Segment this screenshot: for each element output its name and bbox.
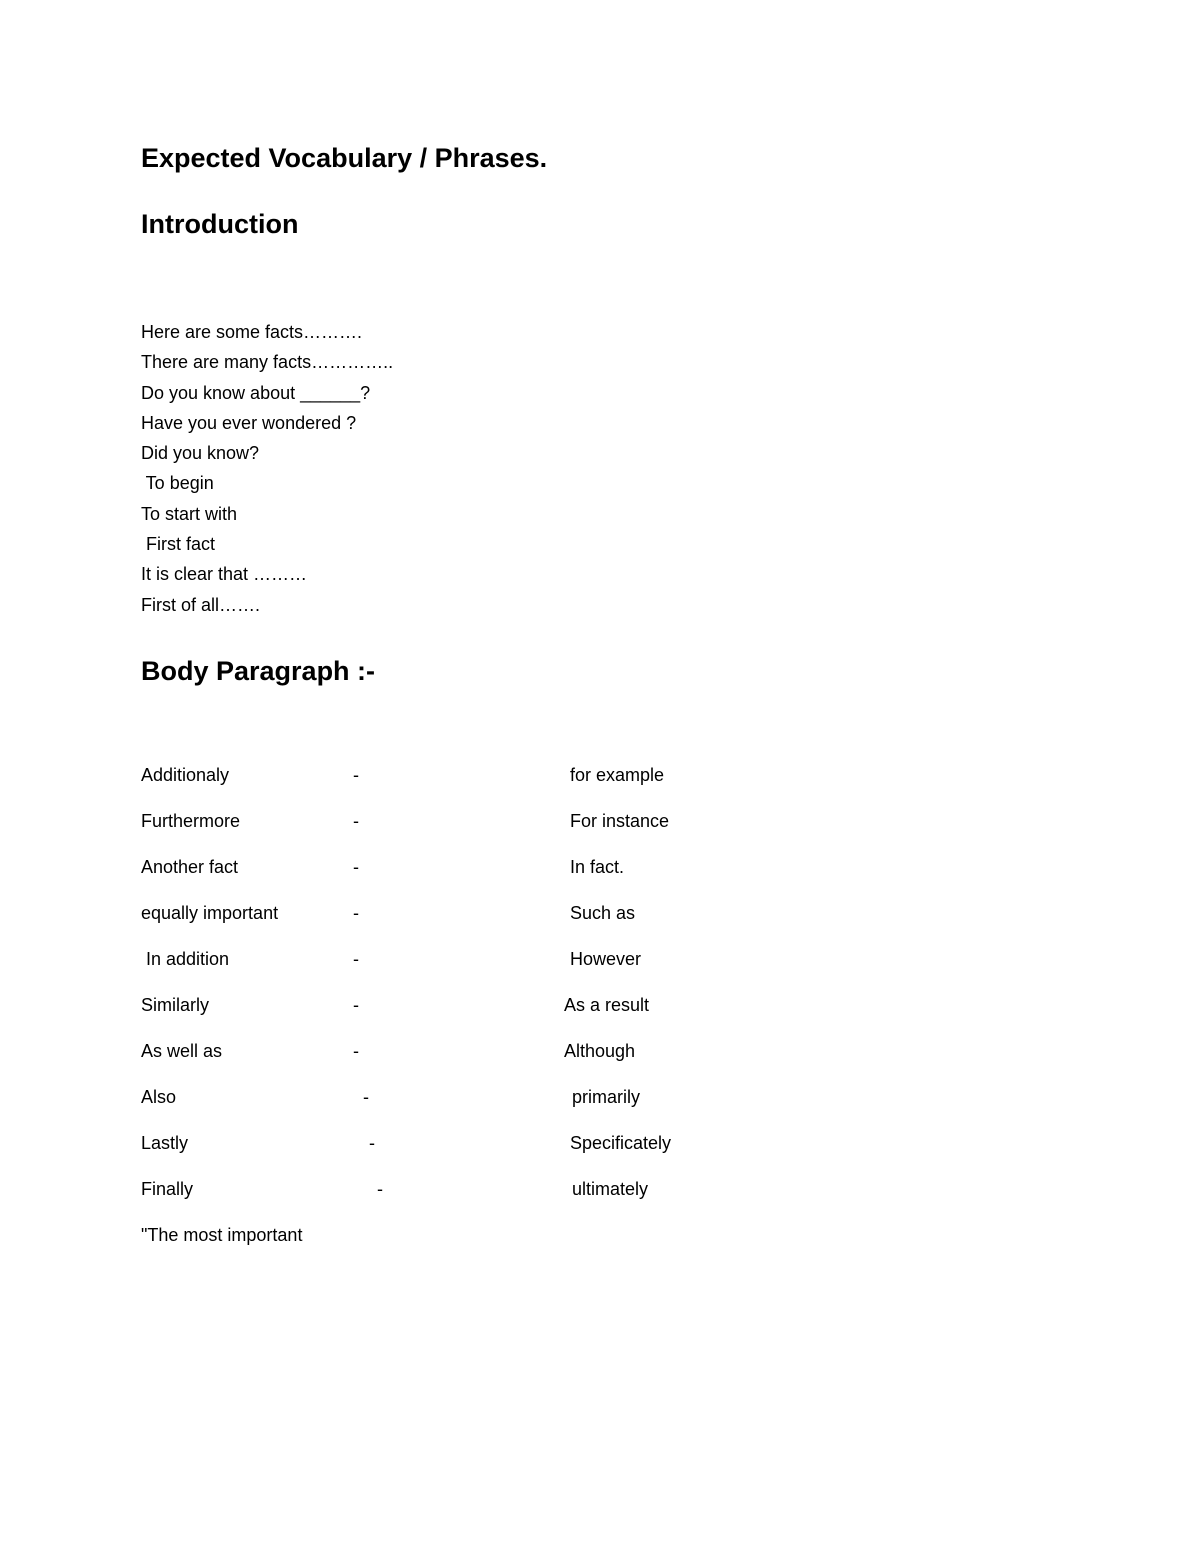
phrase-left: As well as <box>141 1041 223 1061</box>
phrase-left: Similarly <box>141 995 210 1015</box>
phrase-dash: - <box>353 995 359 1015</box>
phrase-right: for example <box>570 765 665 785</box>
phrase-row <box>141 1131 761 1177</box>
phrase-right: Specificately <box>570 1133 672 1153</box>
phrase-row <box>141 947 761 993</box>
introduction-heading: Introduction <box>141 209 299 239</box>
phrase-row <box>141 1177 761 1223</box>
phrase-left: Another fact <box>141 857 239 877</box>
phrase-dash: - <box>353 903 359 923</box>
phrase-right: primarily <box>572 1087 641 1107</box>
body-paragraph-heading: Body Paragraph :- <box>141 656 376 686</box>
phrase-left: Finally <box>141 1179 194 1199</box>
introduction-phrase: Do you know about ______? <box>141 382 371 403</box>
phrase-dash: - <box>353 765 359 785</box>
phrase-row <box>141 993 761 1039</box>
phrase-right: However <box>570 949 642 969</box>
introduction-phrase: First fact <box>141 534 216 555</box>
phrase-dash: - <box>369 1133 375 1153</box>
phrase-row <box>141 901 761 947</box>
introduction-phrase: To begin <box>141 473 214 494</box>
phrase-dash: - <box>353 857 359 877</box>
phrase-right: For instance <box>570 811 670 831</box>
phrase-dash: - <box>377 1179 383 1199</box>
phrase-right: ultimately <box>572 1179 649 1199</box>
introduction-phrase: To start with <box>141 503 238 524</box>
phrase-left: In addition <box>141 949 230 969</box>
phrase-dash: - <box>363 1087 369 1107</box>
document-title: Expected Vocabulary / Phrases. <box>141 143 548 173</box>
phrase-left: equally important <box>141 903 279 923</box>
phrase-right: In fact. <box>570 857 625 877</box>
phrase-dash: - <box>353 949 359 969</box>
phrase-right: Although <box>564 1041 636 1061</box>
body-paragraph-phrase-table <box>141 763 761 1223</box>
phrase-dash: - <box>353 1041 359 1061</box>
introduction-phrase-list <box>141 320 393 623</box>
phrase-row <box>141 855 761 901</box>
phrase-left: Additionaly <box>141 765 230 785</box>
phrase-row <box>141 763 761 809</box>
closing-phrase: "The most important <box>141 1225 303 1245</box>
phrase-right: As a result <box>564 995 650 1015</box>
introduction-phrase: Here are some facts………. <box>141 322 363 342</box>
phrase-row <box>141 1039 761 1085</box>
phrase-left: Furthermore <box>141 811 241 831</box>
phrase-left: Lastly <box>141 1133 189 1153</box>
phrase-row <box>141 809 761 855</box>
phrase-left: Also <box>141 1087 177 1107</box>
phrase-right: Such as <box>570 903 636 923</box>
introduction-phrase: First of all……. <box>141 594 261 615</box>
phrase-row <box>141 1085 761 1131</box>
introduction-phrase: Have you ever wondered ? <box>141 412 357 433</box>
phrase-dash: - <box>353 811 359 831</box>
introduction-phrase: It is clear that ……… <box>141 564 308 585</box>
introduction-phrase: There are many facts………….. <box>141 352 394 373</box>
introduction-phrase: Did you know? <box>141 443 260 464</box>
